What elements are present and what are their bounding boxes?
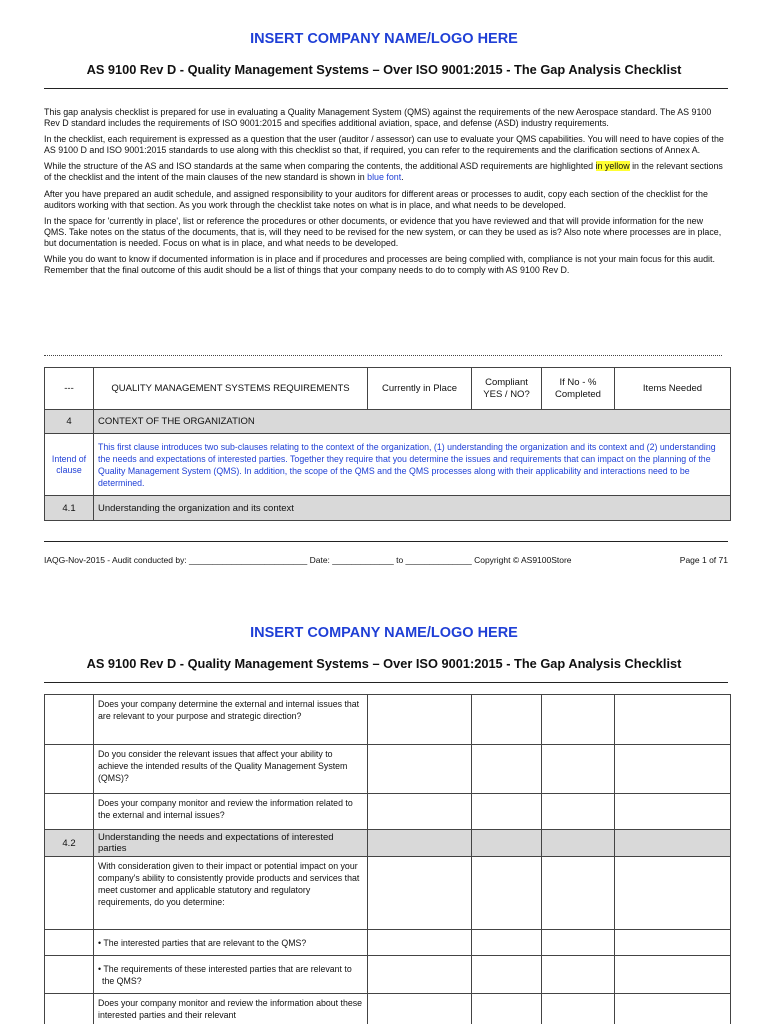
header-col-compliant: Compliant YES / NO? bbox=[472, 368, 542, 410]
intend-text: This first clause introduces two sub-clauses relating to the context of the organization, (1) understanding the organization and its context and (2) understanding the needs and expectations of interested parties. Together they require that you determine the issues and requirements that can impact on the planning of the Quality Management System (QMS). In addition, the scope of the QMS and the QMS processes along with their applicability and interactions need to be determined. bbox=[94, 434, 731, 496]
intro-paragraph-5: In the space for 'currently in place', list or reference the procedures or other documents, or evidence that you have reviewed and that will provide information for the new QMS. Take notes on the status of the documents, that is, will they need to be revised for the new system, or can they be used as is? Also note where processes are in place, but documentation is needed. Focus on what is in place, and what needs to be developed. bbox=[44, 215, 722, 248]
table-row bbox=[45, 994, 731, 1024]
number-cell bbox=[45, 695, 94, 745]
section-row-4 bbox=[45, 410, 731, 434]
question-cell: Does your company monitor and review the information related to the external and internal issues? bbox=[94, 794, 368, 830]
header-divider bbox=[44, 88, 728, 89]
intro-section bbox=[44, 107, 726, 281]
currently-in-place-cell[interactable] bbox=[368, 857, 472, 930]
header-col-percent-completed: If No - % Completed bbox=[542, 368, 615, 410]
section-empty-cell bbox=[615, 830, 731, 857]
number-cell bbox=[45, 994, 94, 1024]
section-empty-cell bbox=[542, 830, 615, 857]
compliant-cell[interactable] bbox=[472, 794, 542, 830]
table-row bbox=[45, 794, 731, 830]
percent-completed-cell[interactable] bbox=[542, 994, 615, 1024]
section-row-4-2 bbox=[45, 830, 731, 857]
items-needed-cell[interactable] bbox=[615, 930, 731, 956]
compliant-cell[interactable] bbox=[472, 857, 542, 930]
items-needed-cell[interactable] bbox=[615, 857, 731, 930]
number-cell bbox=[45, 794, 94, 830]
yellow-highlight-text: in yellow bbox=[595, 161, 630, 172]
intro-p3-text-a: While the structure of the AS and ISO standards at the same when comparing the contents, the additional ASD requirements are highlighted bbox=[44, 161, 596, 172]
header-col-number: --- bbox=[45, 368, 94, 410]
section-title: Understanding the needs and expectations of interested parties bbox=[94, 830, 368, 857]
intend-row bbox=[45, 434, 731, 496]
company-name-placeholder: INSERT COMPANY NAME/LOGO HERE bbox=[250, 31, 518, 47]
intro-p3-text-b: in the relevant sections of the checklist and the intent of the main clauses of the new standard is shown in bbox=[44, 161, 723, 183]
bullet-question-cell: • The requirements of these interested parties that are relevant to the QMS? bbox=[94, 956, 368, 994]
section-number: 4.2 bbox=[45, 830, 94, 857]
percent-completed-cell[interactable] bbox=[542, 695, 615, 745]
table-row bbox=[45, 857, 731, 930]
items-needed-cell[interactable] bbox=[615, 745, 731, 794]
currently-in-place-cell[interactable] bbox=[368, 930, 472, 956]
footer-divider bbox=[44, 541, 728, 542]
number-cell bbox=[45, 857, 94, 930]
number-cell bbox=[45, 745, 94, 794]
dotted-divider bbox=[44, 355, 722, 356]
compliant-cell[interactable] bbox=[472, 745, 542, 794]
percent-completed-cell[interactable] bbox=[542, 930, 615, 956]
currently-in-place-cell[interactable] bbox=[368, 956, 472, 994]
blue-font-text: blue font bbox=[367, 172, 402, 183]
page-footer bbox=[44, 555, 728, 565]
intro-paragraph-2: In the checklist, each requirement is expressed as a question that the user (auditor / assessor) can use to evaluate your QMS capabilities. You will need to have copies of the AS 9100 D and ISO 9001:2015 standards to use along with this checklist so that, if required, you can refer to the requirements and the clarification sections of Annex A. bbox=[44, 134, 724, 156]
currently-in-place-cell[interactable] bbox=[368, 794, 472, 830]
intro-paragraph-6: While you do want to know if documented information is in place and if procedures and processes are being complied with, compliance is not your main focus for this audit. Remember that the final outcome of this audit should be a list of things that your company needs to do to comply with AS 9100 Rev D. bbox=[44, 254, 715, 276]
currently-in-place-cell[interactable] bbox=[368, 695, 472, 745]
table-header-row bbox=[45, 368, 731, 410]
intend-label: Intend of clause bbox=[45, 434, 94, 496]
items-needed-cell[interactable] bbox=[615, 794, 731, 830]
bullet-question-cell: • The interested parties that are relevant to the QMS? bbox=[94, 930, 368, 956]
question-cell: Does your company determine the external and internal issues that are relevant to your purpose and strategic direction? bbox=[94, 695, 368, 745]
number-cell bbox=[45, 930, 94, 956]
section-title: CONTEXT OF THE ORGANIZATION bbox=[94, 410, 731, 434]
intro-paragraph-1: This gap analysis checklist is prepared for use in evaluating a Quality Management System (QMS) against the requirements of the new Aerospace standard. The AS 9100 Rev D standard includes the requirements of ISO 9001:2015 and specifies additional aviation, space, and defense (ASD) industry requirements. bbox=[44, 107, 712, 129]
compliant-cell[interactable] bbox=[472, 956, 542, 994]
compliant-cell[interactable] bbox=[472, 930, 542, 956]
items-needed-cell[interactable] bbox=[615, 956, 731, 994]
percent-completed-cell[interactable] bbox=[542, 745, 615, 794]
items-needed-cell[interactable] bbox=[615, 994, 731, 1024]
checklist-table-page2 bbox=[44, 694, 731, 1024]
compliant-cell[interactable] bbox=[472, 994, 542, 1024]
question-cell: Do you consider the relevant issues that affect your ability to achieve the intended results of the Quality Management System (QMS)? bbox=[94, 745, 368, 794]
checklist-table-page1 bbox=[44, 367, 731, 521]
document-title: AS 9100 Rev D - Quality Management Systems – Over ISO 9001:2015 - The Gap Analysis Checklist bbox=[86, 62, 682, 77]
intro-paragraph-4: After you have prepared an audit schedule, and assigned responsibility to your auditors for different areas or processes to audit, copy each section of the checklist for the auditors working with that section. As you work through the checklist take notes on what is in place, and what needs to be developed. bbox=[44, 188, 708, 210]
section-empty-cell bbox=[472, 830, 542, 857]
header-divider-page2 bbox=[44, 682, 728, 683]
items-needed-cell[interactable] bbox=[615, 695, 731, 745]
table-row bbox=[45, 956, 731, 994]
document-title-page2: AS 9100 Rev D - Quality Management Systems – Over ISO 9001:2015 - The Gap Analysis Checklist bbox=[86, 656, 682, 671]
currently-in-place-cell[interactable] bbox=[368, 994, 472, 1024]
number-cell bbox=[45, 956, 94, 994]
percent-completed-cell[interactable] bbox=[542, 956, 615, 994]
intro-paragraph-3 bbox=[44, 161, 726, 183]
currently-in-place-cell[interactable] bbox=[368, 745, 472, 794]
section-empty-cell bbox=[368, 830, 472, 857]
question-cell: With consideration given to their impact or potential impact on your company's ability to consistently provide products and services that meet customer and applicable statutory and regulatory requirements, do you determine: bbox=[94, 857, 368, 930]
header-col-items-needed: Items Needed bbox=[615, 368, 731, 410]
percent-completed-cell[interactable] bbox=[542, 794, 615, 830]
percent-completed-cell[interactable] bbox=[542, 857, 615, 930]
section-number: 4 bbox=[45, 410, 94, 434]
table-row bbox=[45, 930, 731, 956]
page-number: Page 1 of 71 bbox=[679, 555, 728, 565]
table-row bbox=[45, 745, 731, 794]
section-row-4-1 bbox=[45, 496, 731, 521]
header-col-currently-in-place: Currently in Place bbox=[368, 368, 472, 410]
question-cell: Does your company monitor and review the information about these interested parties and their relevant bbox=[94, 994, 368, 1024]
intro-p3-text-c: . bbox=[401, 172, 404, 183]
section-number: 4.1 bbox=[45, 496, 94, 521]
footer-audit-info: IAQG-Nov-2015 - Audit conducted by: _________________________ Date: _____________ to ______________ Copyright © AS9100Store bbox=[44, 555, 572, 565]
compliant-cell[interactable] bbox=[472, 695, 542, 745]
section-title: Understanding the organization and its context bbox=[94, 496, 731, 521]
company-name-placeholder-page2: INSERT COMPANY NAME/LOGO HERE bbox=[250, 625, 518, 641]
header-col-requirements: QUALITY MANAGEMENT SYSTEMS REQUIREMENTS bbox=[94, 368, 368, 410]
table-row bbox=[45, 695, 731, 745]
